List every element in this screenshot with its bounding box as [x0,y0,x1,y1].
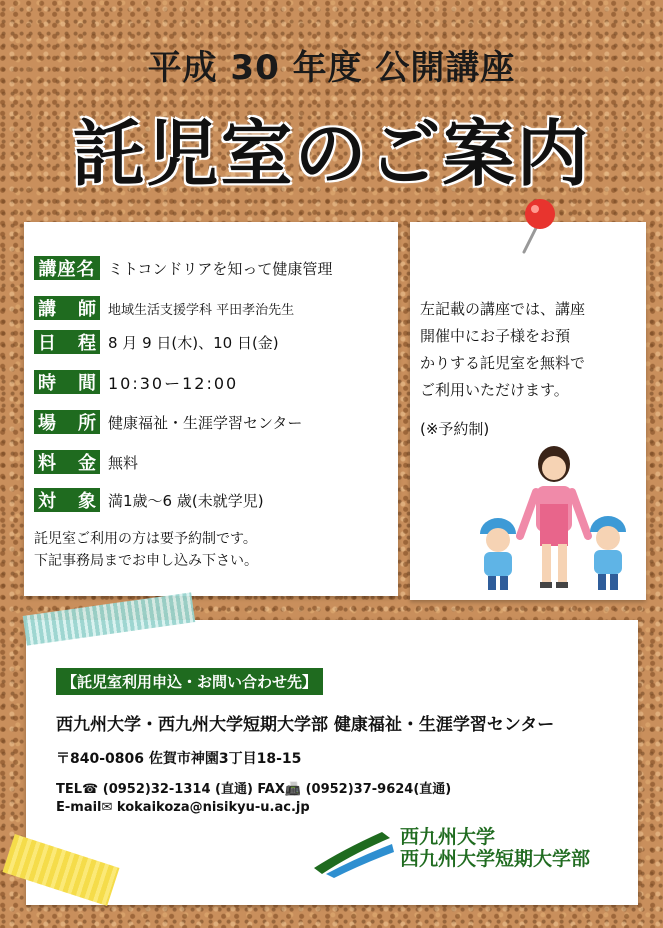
info-label-target: 対 象 [34,488,100,512]
teacher-children-illustration [470,444,636,600]
contact-address: 〒840-0806 佐賀市神園3丁目18-15 [56,751,302,767]
page-title: 託児室のご案内 [72,112,591,196]
contact-heading: 【託児室利用申込・お問い合わせ先】 [56,668,323,695]
logo-name-junior-college: 西九州大学短期大学部 [400,848,591,870]
pushpin-icon [516,196,560,256]
info-row-time [34,370,238,394]
info-label-course: 講座名 [34,256,100,280]
contact-card [26,620,638,905]
info-value-place: 健康福祉・生涯学習センター [108,413,303,432]
contact-tel-fax: TEL☎ (0952)32-1314 (直通) FAX📠 (0952)37-9624(直通) [56,782,452,797]
reservation-note: (※予約制) [420,420,490,438]
info-row-schedule [34,330,279,354]
info-label-place: 場 所 [34,410,100,434]
info-label-schedule: 日 程 [34,330,100,354]
info-label-lecturer: 講 師 [34,296,100,320]
info-row-fee [34,450,138,474]
info-row-lecturer [34,296,294,320]
contact-organization: 西九州大学・西九州大学短期大学部 健康福祉・生涯学習センター [56,715,555,735]
university-logo [312,824,632,884]
info-value-course: ミトコンドリアを知って健康管理 [108,259,333,278]
header-subtitle: 平成 30 年度 公開講座 [147,48,516,88]
info-row-place [34,410,302,434]
logo-name-university: 西九州大学 [400,826,496,848]
lecture-info-card [24,222,398,596]
info-row-target [34,488,264,512]
info-value-target: 満1歳～6 歳(未就学児) [108,491,264,510]
info-label-fee: 料 金 [34,450,100,474]
info-value-lecturer: 地域生活支援学科 平田孝治先生 [108,302,295,318]
info-value-schedule: 8 月 9 日(木)、10 日(金) [108,333,279,352]
info-value-fee: 無料 [108,453,139,472]
info-row-course [34,256,332,280]
info-footer-line1: 託児室ご利用の方は要予約制です。 [34,531,257,547]
contact-email[interactable]: E-mail✉ kokaikoza@nisikyu-u.ac.jp [56,800,310,815]
info-footer-line2: 下記事務局までお申し込み下さい。 [34,553,258,569]
note-text: 左記載の講座では、講座 開催中にお子様をお預 かりする託児室を無料で ご利用いただけます。 [420,300,586,399]
info-label-time: 時 間 [34,370,100,394]
university-emblem-icon [312,824,396,880]
info-value-time: 10:30ー12:00 [108,373,239,393]
